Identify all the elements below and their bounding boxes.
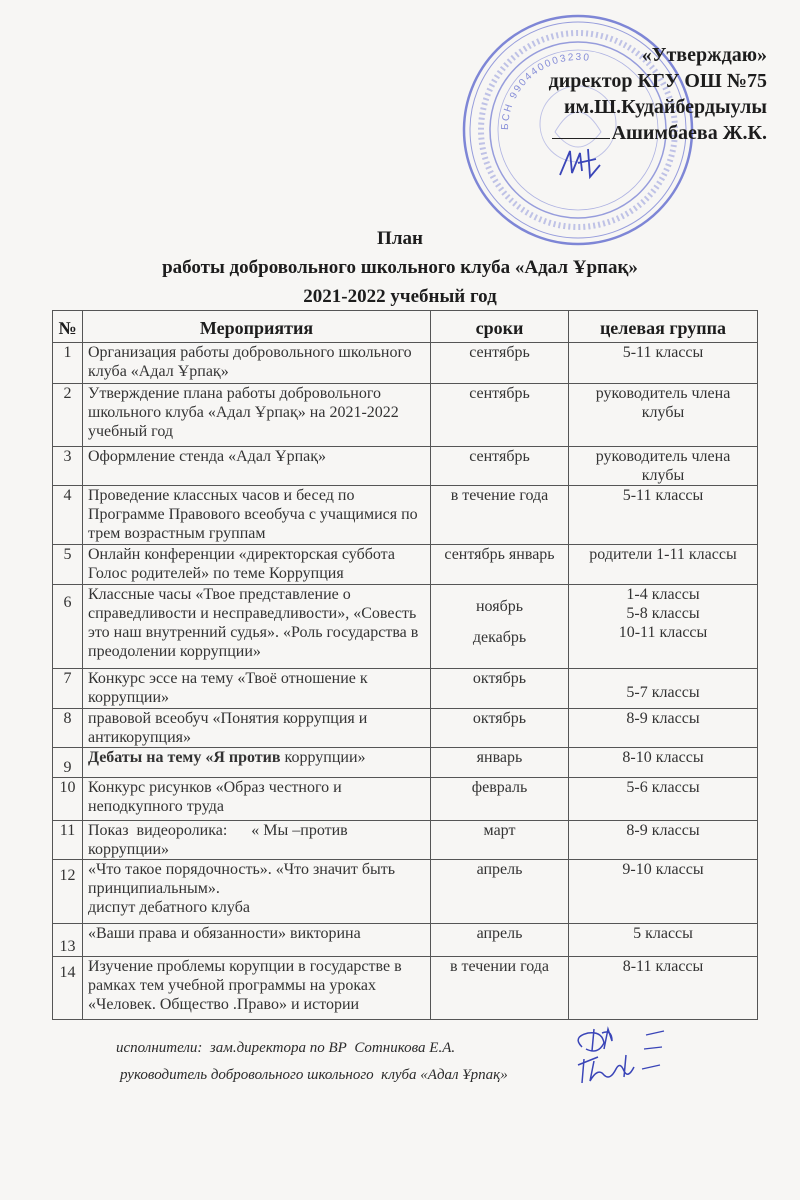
row-group: 5-11 классы — [569, 343, 758, 384]
approval-block — [549, 42, 767, 146]
table-row — [53, 860, 758, 924]
document-title: План — [377, 228, 423, 249]
row-event: Онлайн конференции «директорская суббота Голос родителей» по теме Коррупция — [83, 545, 431, 585]
table-row — [53, 821, 758, 860]
approval-position: директор КГУ ОШ №75 — [548, 70, 767, 92]
document-subtitle: работы добровольного школьного клуба «Адал Ұрпақ» — [162, 257, 638, 278]
row-term: апрель — [431, 860, 569, 924]
row-number: 4 — [53, 486, 83, 545]
header-events: Мероприятия — [83, 311, 431, 343]
executors-block — [116, 1035, 508, 1089]
row-number: 13 — [53, 924, 83, 957]
row-number: 3 — [53, 447, 83, 486]
row-event: Оформление стенда «Адал Ұрпақ» — [83, 447, 431, 486]
table-row — [53, 669, 758, 709]
table-header-row — [53, 311, 758, 343]
row-group-part: 10-11 классы — [618, 624, 708, 641]
row-term: сентябрь январь — [431, 545, 569, 585]
row-event — [83, 860, 431, 924]
row-term: сентябрь — [431, 384, 569, 447]
approval-heading: «Утверждаю» — [641, 44, 767, 66]
table-row — [53, 748, 758, 778]
table-row — [53, 447, 758, 486]
row-term: октябрь — [431, 709, 569, 748]
row-event-bold: Дебаты на тему «Я против — [88, 749, 281, 766]
row-group: 8-10 классы — [569, 748, 758, 778]
row-event: Показ видеоролика: « Мы –против коррупции» — [83, 821, 431, 860]
table-row — [53, 585, 758, 669]
row-event-part: «Что такое порядочность». «Что значит быть принципиальным». — [88, 861, 396, 897]
row-event: Утверждение плана работы добровольного школьного клуба «Адал Ұрпақ» на 2021-2022 учебный год — [83, 384, 431, 447]
row-group: 8-9 классы — [569, 709, 758, 748]
header-number: № — [53, 311, 83, 343]
row-number: 2 — [53, 384, 83, 447]
row-term-part: декабрь — [472, 629, 527, 646]
table-row — [53, 343, 758, 384]
director-signature — [552, 145, 612, 185]
row-term: в течение года — [431, 486, 569, 545]
table-row — [53, 545, 758, 585]
header-target-group: целевая группа — [569, 311, 758, 343]
row-term-part: ноябрь — [475, 598, 524, 615]
row-number: 14 — [53, 957, 83, 1020]
executor-signatures — [568, 1025, 678, 1087]
row-term: сентябрь — [431, 447, 569, 486]
row-event: Классные часы «Твое представление о справедливости и несправедливости», «Совесть это наш внутренний судья». «Роль государства в преодолении коррупции» — [83, 585, 431, 669]
header-terms: сроки — [431, 311, 569, 343]
table-row — [53, 384, 758, 447]
approval-director-line — [549, 120, 767, 146]
table-row — [53, 924, 758, 957]
row-group: родители 1-11 классы — [569, 545, 758, 585]
row-event: Изучение проблемы корупции в государстве в рамках тем учебной программы на уроках «Человек. Общество .Право» и истории — [83, 957, 431, 1020]
row-term: апрель — [431, 924, 569, 957]
row-group — [569, 585, 758, 669]
row-term: сентябрь — [431, 343, 569, 384]
plan-table — [52, 310, 758, 1020]
row-term: февраль — [431, 778, 569, 821]
table-row — [53, 957, 758, 1020]
row-event: Проведение классных часов и бесед по Программе Правового всеобуча с учащимися по трем возрастным группам — [83, 486, 431, 545]
row-number: 11 — [53, 821, 83, 860]
table-row — [53, 778, 758, 821]
row-term: в течении года — [431, 957, 569, 1020]
row-event — [83, 748, 431, 778]
row-group: 5-11 классы — [569, 486, 758, 545]
row-number: 5 — [53, 545, 83, 585]
row-group: руководитель члена клубы — [569, 447, 758, 486]
row-term: январь — [431, 748, 569, 778]
row-number: 1 — [53, 343, 83, 384]
approval-director-name: Ашимбаева Ж.К. — [611, 122, 767, 144]
row-group: 9-10 классы — [569, 860, 758, 924]
row-group: 8-9 классы — [569, 821, 758, 860]
row-event: правовой всеобуч «Понятия коррупция и антикорупция» — [83, 709, 431, 748]
row-group-part: 1-4 классы — [626, 586, 700, 603]
table-row — [53, 709, 758, 748]
row-group-part: 5-8 классы — [626, 605, 700, 622]
row-term: октябрь — [431, 669, 569, 709]
row-event: Конкурс эссе на тему «Твоё отношение к коррупции» — [83, 669, 431, 709]
row-number: 9 — [53, 748, 83, 778]
signature-line — [552, 137, 610, 139]
row-term — [431, 585, 569, 669]
row-event: Конкурс рисунков «Образ честного и неподкупного труда — [83, 778, 431, 821]
row-event-part: диспут дебатного клуба — [88, 899, 250, 916]
stamp-bin-text: БСН 990440003230 — [499, 51, 592, 131]
approval-school-name: им.Ш.Кудайбердыулы — [563, 96, 767, 118]
row-number: 8 — [53, 709, 83, 748]
executor-club-leader: руководитель добровольного школьного клуба «Адал Ұрпақ» — [120, 1067, 508, 1083]
row-group: 5 классы — [569, 924, 758, 957]
academic-year: 2021-2022 учебный год — [303, 286, 497, 307]
row-number: 7 — [53, 669, 83, 709]
executor-deputy: исполнители: зам.директора по ВР Сотникова Е.А. — [116, 1040, 456, 1056]
row-group: 5-7 классы — [569, 669, 758, 709]
table-row — [53, 486, 758, 545]
row-term: март — [431, 821, 569, 860]
row-group: 8-11 классы — [569, 957, 758, 1020]
row-event: Организация работы добровольного школьного клуба «Адал Ұрпақ» — [83, 343, 431, 384]
row-number: 12 — [53, 860, 83, 924]
row-group: руководитель члена клубы — [569, 384, 758, 447]
row-event: «Ваши права и обязанности» викторина — [83, 924, 431, 957]
row-group: 5-6 классы — [569, 778, 758, 821]
row-number: 6 — [53, 585, 83, 669]
row-number: 10 — [53, 778, 83, 821]
row-event-rest: коррупции» — [280, 749, 366, 766]
